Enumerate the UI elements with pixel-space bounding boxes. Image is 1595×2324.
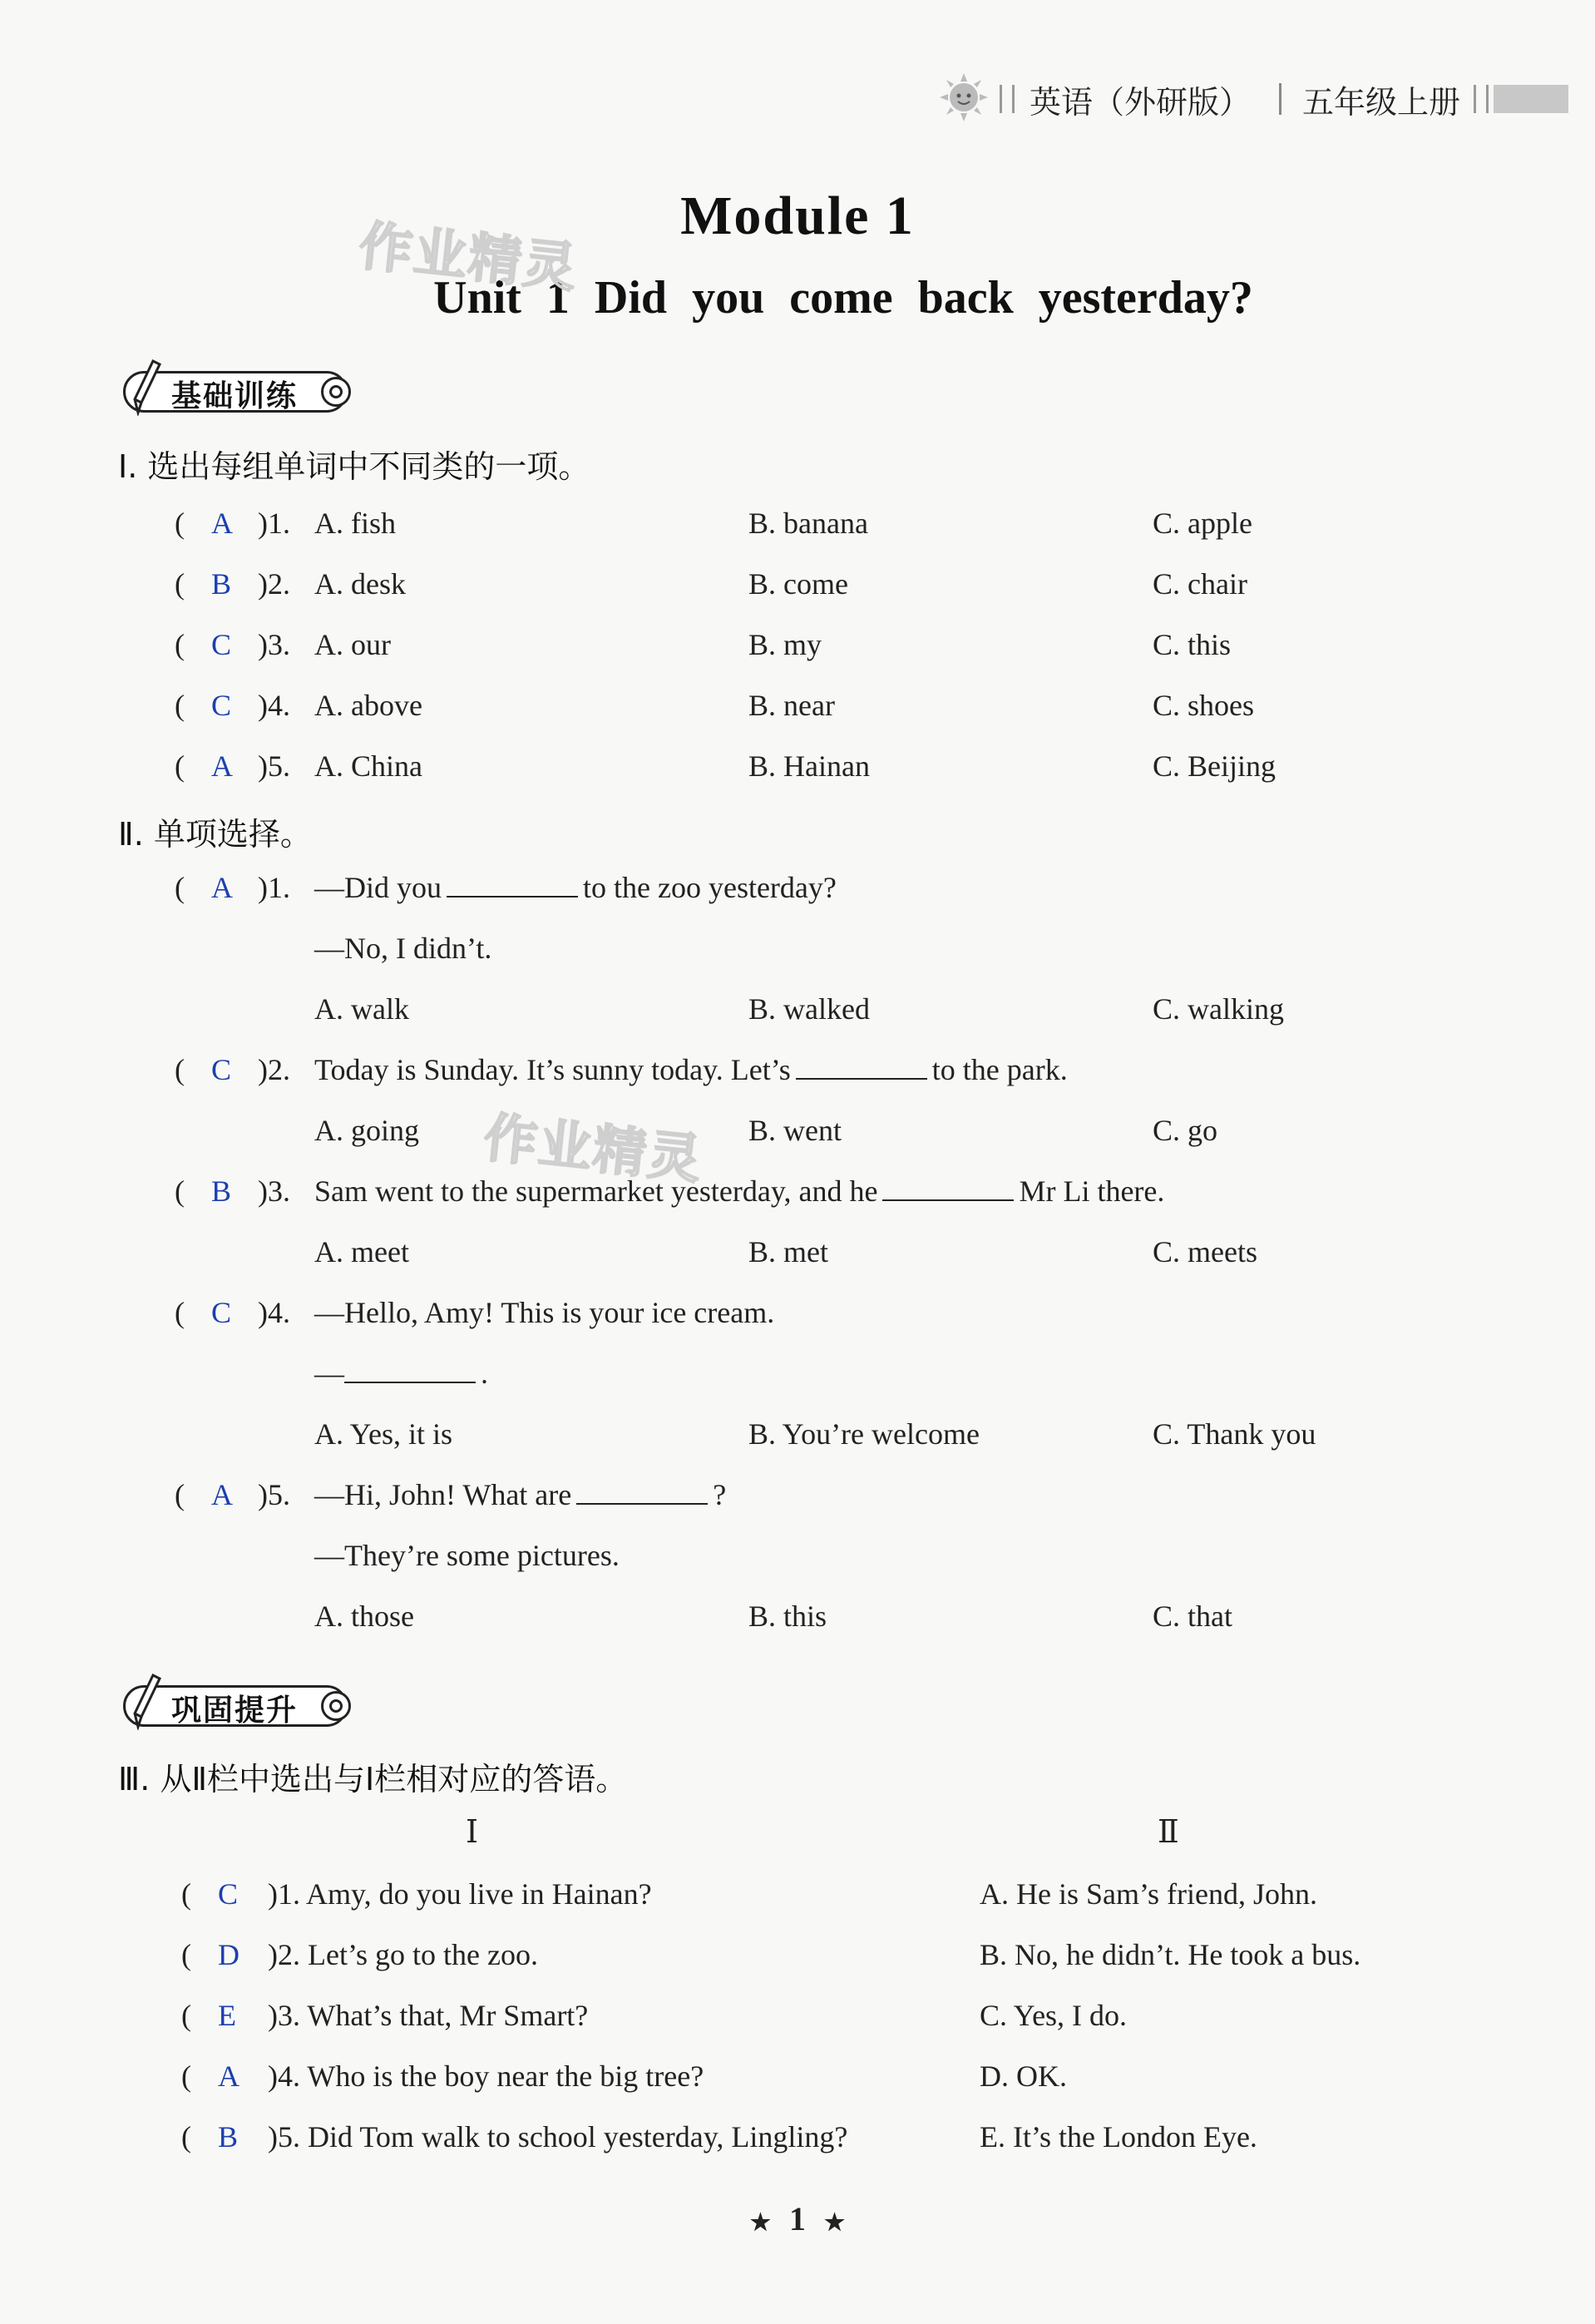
question-suffix: Mr Li there. <box>1019 1174 1165 1208</box>
answer: A <box>211 1478 233 1511</box>
option-c: C. this <box>1153 628 1232 661</box>
paren: ( <box>175 1478 185 1511</box>
reply-dash: — <box>314 1357 344 1390</box>
page-number-value: 1 <box>789 2200 806 2237</box>
option-b: B. met <box>748 1235 828 1268</box>
question-number: )2. <box>258 1053 290 1086</box>
match-right: C. Yes, I do. <box>980 1999 1128 2032</box>
left-text: Amy, do you live in Hainan? <box>306 1877 652 1911</box>
question-number: )3. <box>258 1174 290 1208</box>
question-text: —Hello, Amy! This is your ice cream. <box>314 1296 775 1329</box>
section-badge-basic <box>115 364 356 419</box>
option-a: A. desk <box>314 567 406 601</box>
pencil-icon <box>130 1672 163 1730</box>
section-badge-advanced <box>115 1679 356 1733</box>
question-number: )1. <box>268 1877 300 1911</box>
paren: ( <box>175 871 185 904</box>
grade-label: 五年级上册 <box>1302 84 1461 121</box>
match-right: A. He is Sam’s friend, John. <box>980 1877 1317 1911</box>
question-number: )5. <box>258 749 290 783</box>
option-b: B. this <box>748 1600 827 1633</box>
reply-end: . <box>481 1357 488 1390</box>
question-number: )3. <box>268 1999 300 2032</box>
option-b: B. banana <box>748 507 868 540</box>
match-left <box>268 1877 652 1911</box>
left-text: Who is the boy near the big tree? <box>307 2059 704 2093</box>
option-a: A. China <box>314 749 422 783</box>
question-number: )2. <box>268 1938 300 1971</box>
answer-blank <box>447 874 578 897</box>
header-divider <box>1474 85 1489 113</box>
paren: ( <box>175 1296 185 1329</box>
option-a: A. our <box>314 628 391 661</box>
answer-blank <box>882 1178 1014 1201</box>
answer: A <box>218 2059 239 2093</box>
left-text: Let’s go to the zoo. <box>308 1938 538 1971</box>
option-c: C. chair <box>1153 567 1247 601</box>
question-text <box>314 1477 726 1512</box>
paren: ( <box>181 2059 191 2093</box>
match-left <box>268 2059 704 2094</box>
question-prefix: Today is Sunday. It’s sunny today. Let’s <box>314 1053 791 1086</box>
dialog-reply <box>314 1356 488 1391</box>
answer-blank <box>576 1481 708 1505</box>
match-left <box>268 1937 538 1972</box>
watermark: 作业精灵 <box>481 1107 706 1192</box>
paren: ( <box>175 628 185 661</box>
option-a: A. fish <box>314 507 396 540</box>
paren: ( <box>175 507 185 540</box>
answer: C <box>211 1053 232 1086</box>
question-number: )5. <box>268 2120 300 2153</box>
option-c: C. that <box>1153 1600 1232 1633</box>
question-number: )1. <box>258 507 290 540</box>
paren: ( <box>175 689 185 722</box>
question-text <box>314 1174 1164 1209</box>
option-c: C. meets <box>1153 1235 1257 1268</box>
module-title: Module 1 <box>680 185 915 246</box>
star-icon: ★ <box>824 2209 846 2236</box>
header-separator <box>1279 83 1281 115</box>
answer: C <box>211 1296 232 1329</box>
answer-blank <box>796 1056 927 1080</box>
column-2-heading: Ⅱ <box>1158 1815 1179 1850</box>
option-a: A. meet <box>314 1235 409 1268</box>
question-prefix: Sam went to the supermarket yesterday, and he <box>314 1174 878 1208</box>
part2-heading: Ⅱ. 单项选择。 <box>118 816 312 853</box>
question-number: )2. <box>258 567 290 601</box>
option-c: C. walking <box>1153 992 1284 1026</box>
left-text: Did Tom walk to school yesterday, Lingling? <box>308 2120 848 2153</box>
paren: ( <box>181 1938 191 1971</box>
answer: C <box>211 628 232 661</box>
answer: B <box>211 567 232 601</box>
question-number: )3. <box>258 628 290 661</box>
option-a: A. those <box>314 1600 414 1633</box>
paren: ( <box>175 749 185 783</box>
paren: ( <box>181 2120 191 2153</box>
question-number: )1. <box>258 871 290 904</box>
watermark: 作业精灵 <box>356 215 581 300</box>
option-c: C. apple <box>1153 507 1252 540</box>
part3-heading: Ⅲ. 从Ⅱ栏中选出与Ⅰ栏相对应的答语。 <box>118 1761 628 1797</box>
option-a: A. walk <box>314 992 409 1026</box>
answer: B <box>218 2120 239 2153</box>
answer: B <box>211 1174 232 1208</box>
match-right: B. No, he didn’t. He took a bus. <box>980 1938 1361 1971</box>
dialog-reply: —No, I didn’t. <box>314 932 492 965</box>
option-b: B. You’re welcome <box>748 1417 980 1451</box>
badge-label: 巩固提升 <box>171 1694 299 1728</box>
match-left <box>268 2119 847 2154</box>
option-c: C. go <box>1153 1114 1218 1147</box>
subject-label: 英语（外研版） <box>1030 84 1252 121</box>
ring-icon <box>321 1691 351 1721</box>
option-a: A. going <box>314 1114 419 1147</box>
question-number: )5. <box>258 1478 290 1511</box>
question-number: )4. <box>258 689 290 722</box>
question-prefix: —Did you <box>314 871 442 904</box>
match-right: E. It’s the London Eye. <box>980 2120 1257 2153</box>
match-left <box>268 1998 588 2033</box>
ring-icon <box>321 377 351 407</box>
question-number: )4. <box>268 2059 300 2093</box>
paren: ( <box>175 1174 185 1208</box>
option-b: B. near <box>748 689 835 722</box>
page-header <box>931 73 1572 123</box>
question-number: )4. <box>258 1296 290 1329</box>
header-strip <box>1494 85 1568 113</box>
option-c: C. Beijing <box>1153 749 1276 783</box>
answer: A <box>211 749 233 783</box>
match-right: D. OK. <box>980 2059 1067 2093</box>
page-number <box>0 2199 1595 2238</box>
dialog-reply: —They’re some pictures. <box>314 1539 620 1572</box>
question-prefix: —Hi, John! What are <box>314 1478 572 1511</box>
option-b: B. my <box>748 628 822 661</box>
question-suffix: to the park. <box>931 1053 1068 1086</box>
part1-heading: Ⅰ. 选出每组单词中不同类的一项。 <box>118 448 590 485</box>
question-suffix: ? <box>713 1478 727 1511</box>
question-text <box>314 870 837 905</box>
question-suffix: to the zoo yesterday? <box>583 871 837 904</box>
option-c: C. Thank you <box>1153 1417 1316 1451</box>
answer: E <box>218 1999 236 2032</box>
left-text: What’s that, Mr Smart? <box>307 1999 589 2032</box>
option-b: B. went <box>748 1114 842 1147</box>
option-a: A. Yes, it is <box>314 1417 453 1451</box>
header-divider <box>1000 85 1015 113</box>
answer-blank <box>344 1360 476 1383</box>
badge-label: 基础训练 <box>171 379 299 413</box>
option-c: C. shoes <box>1153 689 1255 722</box>
unit-title: Unit 1 Did you come back yesterday? <box>433 272 1253 324</box>
answer: C <box>211 689 232 722</box>
option-b: B. walked <box>748 992 870 1026</box>
answer: A <box>211 507 233 540</box>
paren: ( <box>181 1877 191 1911</box>
answer: A <box>211 871 233 904</box>
option-b: B. Hainan <box>748 749 870 783</box>
option-b: B. come <box>748 567 848 601</box>
sun-icon <box>940 73 988 121</box>
paren: ( <box>175 1053 185 1086</box>
pencil-icon <box>130 358 163 416</box>
paren: ( <box>181 1999 191 2032</box>
paren: ( <box>175 567 185 601</box>
star-icon: ★ <box>749 2209 771 2236</box>
answer: D <box>218 1938 239 1971</box>
option-a: A. above <box>314 689 422 722</box>
answer: C <box>218 1877 239 1911</box>
column-1-heading: Ⅰ <box>466 1815 479 1850</box>
question-text <box>314 1052 1068 1087</box>
